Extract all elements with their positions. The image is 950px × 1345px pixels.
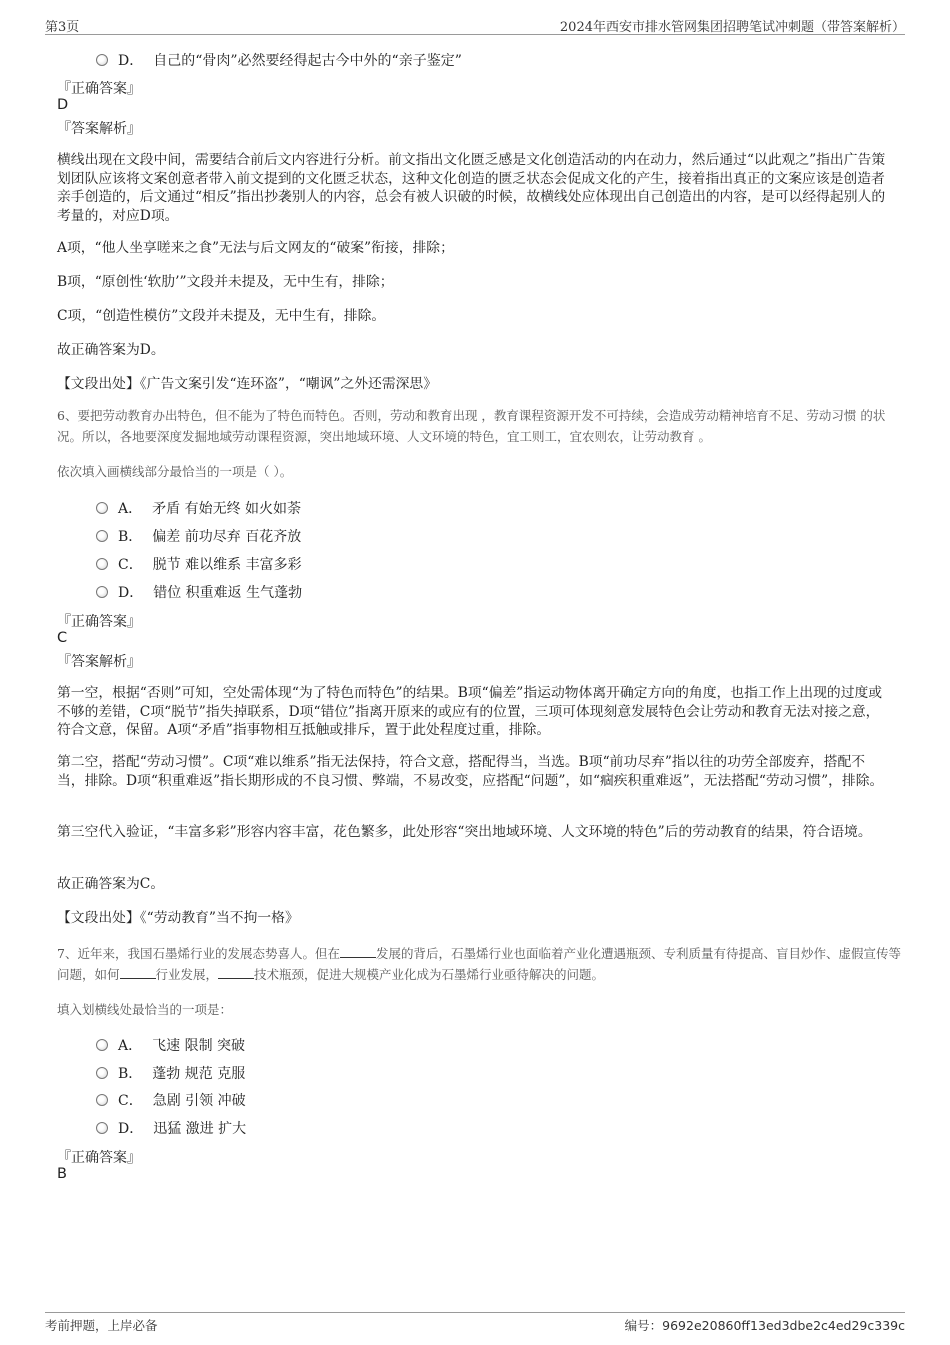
q6-option-d[interactable]: D． 错位 积重难返 生气蓬勃 — [96, 582, 302, 602]
q5-source: 【文段出处】《广告文案引发“连环盗”，“嘲讽”之外还需深思》 — [57, 376, 438, 392]
q6-correct-value: C — [57, 630, 68, 646]
q6-analysis-paragraph: 第二空，搭配“劳动习惯”。C项“难以维系”指无法保持，符合文意，搭配得当，当选。B项“前功尽弃”指以往的功劳全部废弃，搭配不当，排除。D项“积重难返”指长期形成的不良习惯、弊端，不易改变，应搭配“问题”，如“痼疾积重难返”，无法搭配“劳动习惯”，排除。 — [57, 754, 884, 789]
q5-option-d[interactable]: D． 自己的“骨肉”必然要经得起古今中外的“亲子鉴定” — [96, 50, 462, 70]
q6-source: 【文段出处】《“劳动教育”当不拘一格》 — [57, 910, 299, 926]
radio-icon[interactable] — [96, 1122, 108, 1134]
radio-icon[interactable] — [96, 54, 108, 66]
q5-analysis-label: 『答案解析』 — [57, 121, 141, 137]
q5-analysis-paragraph: 横线出现在文段中间，需要结合前后文内容进行分析。前文指出文化匮乏感是文化创造活动的内在动力，然后通过“以此观之”指出广告策划团队应该将文案创意者带入前文提到的文化匮乏状态，这种文化创造的匮乏状态会促成文化的产生，接着指出真正的文案应该是创造者亲手创造的，后文通过“相反”指出抄袭别人的内容，总会有被人识破的时候，故横线处应体现出自己创造出的内容，是可以经得起别人的考量的，对应D项。 — [57, 152, 886, 224]
document-code: 编号：9692e20860ff13ed3dbe2c4ed29c339c — [624, 1318, 905, 1333]
q5-correct-value: D — [57, 97, 69, 113]
q6-analysis-paragraph: 第一空，根据“否则”可知，空处需体现“为了特色而特色”的结果。B项“偏差”指运动物体离开确定方向的角度，也指工作上出现的过度或不够的差错，C项“脱节”指失掉联系，D项“错位”指离开原来的或应有的位置，三项可体现刻意发展特色会让劳动和教育无法对接之意，符合文意，保留。A项“矛盾”指事物相互抵触或排斥，置于此处程度过重，排除。 — [57, 685, 883, 738]
q6-analysis-paragraph: 故正确答案为C。 — [57, 876, 165, 892]
blank-line — [340, 946, 376, 958]
q6-analysis-label: 『答案解析』 — [57, 654, 141, 670]
radio-icon[interactable] — [96, 1094, 108, 1106]
radio-icon[interactable] — [96, 1067, 108, 1079]
q7-option-b[interactable]: B． 蓬勃 规范 克服 — [96, 1063, 245, 1083]
q5-analysis-paragraph: C项，“创造性模仿”文段并未提及，无中生有，排除。 — [57, 308, 386, 324]
q5-analysis-paragraph: A项，“他人坐享嗟来之食”无法与后文网友的“破案”衔接，排除； — [57, 240, 454, 256]
q7-prompt: 填入划横线处最恰当的一项是： — [57, 1002, 233, 1017]
q5-analysis-paragraph: 故正确答案为D。 — [57, 342, 165, 358]
q6-correct-label: 『正确答案』 — [57, 614, 141, 630]
blank-line — [120, 967, 156, 979]
q6-analysis-paragraph: 第三空代入验证，“丰富多彩”形容内容丰富，花色繁多，此处形容“突出地域环境、人文环境的特色”后的劳动教育的结果，符合语境。 — [57, 824, 872, 840]
radio-icon[interactable] — [96, 558, 108, 570]
footer-slogan: 考前押题，上岸必备 — [45, 1318, 158, 1333]
q7-correct-value: B — [57, 1166, 67, 1182]
q6-stem: 6、要把劳动教育办出特色，但不能为了特色而特色。否则，劳动和教育出现 ，教育课程资源开发不可持续，会造成劳动精神培育不足、劳动习惯 的状况。所以，各地要深度发掘地域劳动课程资源，突出地域环境、人文环境的特色，宜工则工，宜农则农，让劳动教育 。 — [57, 408, 886, 444]
q6-option-c[interactable]: C． 脱节 难以维系 丰富多彩 — [96, 554, 302, 574]
page-number: 第3页 — [45, 20, 80, 35]
q5-analysis-paragraph: B项，“原创性‘软肋’”文段并未提及，无中生有，排除； — [57, 274, 394, 290]
q7-option-a[interactable]: A． 飞速 限制 突破 — [96, 1035, 245, 1055]
radio-icon[interactable] — [96, 530, 108, 542]
radio-icon[interactable] — [96, 502, 108, 514]
document-title: 2024年西安市排水管网集团招聘笔试冲刺题（带答案解析） — [559, 20, 905, 35]
q5-correct-label: 『正确答案』 — [57, 81, 141, 97]
q7-correct-label: 『正确答案』 — [57, 1150, 141, 1166]
q7-option-c[interactable]: C． 急剧 引领 冲破 — [96, 1090, 246, 1110]
radio-icon[interactable] — [96, 1039, 108, 1051]
q7-stem: 7、近年来，我国石墨烯行业的发展态势喜人。但在 发展的背后，石墨烯行业也面临着产业化遭遇瓶颈、专利质量有待提高、盲目炒作、虚假宣传等问题，如何 行业发展， 技术瓶颈，促进大规模产业化成为石墨烯行业亟待解决的问题。 — [57, 946, 901, 982]
q6-prompt: 依次填入画横线部分最恰当的一项是（ ）。 — [57, 464, 293, 479]
page-footer — [45, 1312, 905, 1335]
blank-line — [218, 967, 254, 979]
q7-option-d[interactable]: D． 迅猛 激进 扩大 — [96, 1118, 246, 1138]
q6-option-b[interactable]: B． 偏差 前功尽弃 百花齐放 — [96, 526, 301, 546]
page-header — [45, 14, 905, 35]
radio-icon[interactable] — [96, 586, 108, 598]
q6-option-a[interactable]: A． 矛盾 有始无终 如火如荼 — [96, 498, 301, 518]
